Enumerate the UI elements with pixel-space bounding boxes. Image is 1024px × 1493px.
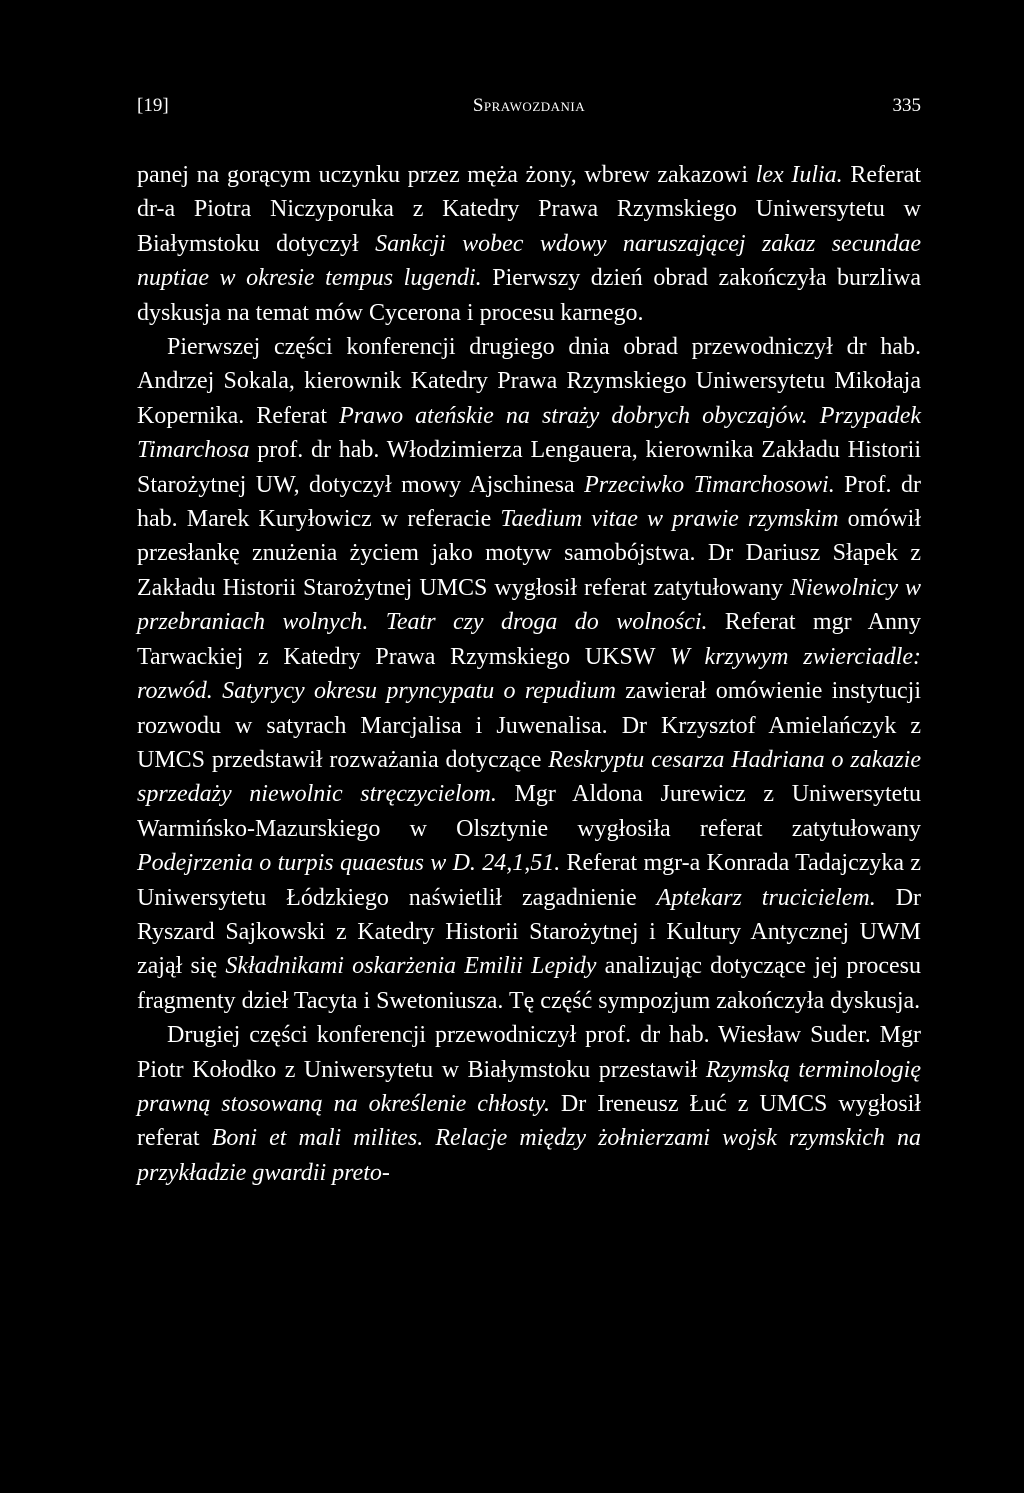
text-segment: Referat mgr Anny Tarwackiej z Katedry Prawa Rzymskiego UKSW: [137, 609, 921, 670]
header-section-number: [19]: [137, 95, 169, 116]
text-segment: Drugiej części konferencji przewodniczył prof. dr hab. Wiesław Suder. Mgr Piotr Kołodko z Uniwersytetu w Białymstoku przestawił: [137, 1022, 921, 1083]
text-segment: zawierał omówienie instytucji rozwodu w satyrach Marcjalisa i Juwenalisa. Dr Krzysztof Amielańczyk z UMCS przedstawił rozważania dotyczące: [137, 678, 921, 773]
text-segment: Mgr Aldona Jurewicz z Uniwersytetu Warmińsko-Mazurskiego w Olsztynie wygłosiła referat zatytułowany: [137, 781, 921, 842]
text-segment: Referat mgr-a Konrada Tadajczyka z Uniwersytetu Łódzkiego naświetlił zagadnienie: [137, 850, 922, 911]
italic-text-segment: Aptekarz trucicielem.: [656, 884, 876, 911]
text-segment: Dr Ireneusz Łuć z UMCS wygłosił referat: [137, 1090, 922, 1152]
italic-text-segment: Reskryptu cesarza Hadriana o zakazie sprzedaży niewolnic stręczycielom.: [137, 746, 921, 808]
italic-text-segment: Boni et mali milites. Relacje między żołnierzami wojsk rzymskich na przykładzie gwardii preto-: [137, 1125, 921, 1186]
italic-text-segment: Składnikami oskarżenia Emilii Lepidy: [225, 953, 597, 980]
italic-text-segment: Niewolnicy w przebraniach wolnych. Teatr czy droga do wolności.: [137, 574, 922, 636]
text-segment: analizując dotyczące jej procesu fragmenty dzieł Tacyta i Swetoniusza. Tę część sympozjum zakończyła dyskusja.: [137, 953, 921, 1014]
italic-text-segment: Taedium vitae w prawie rzymskim: [500, 506, 839, 533]
italic-text-segment: Przeciwko Timarchosowi.: [584, 471, 835, 498]
text-segment: Dr Ryszard Sajkowski z Katedry Historii Starożytnej i Kultury Antycznej UWM zajął się: [137, 884, 922, 980]
italic-text-segment: Prawo ateńskie na straży dobrych obyczajów. Przypadek Timarchosa: [137, 402, 921, 464]
running-header: [137, 92, 921, 120]
italic-text-segment: Sankcji wobec wdowy naruszającej zakaz secundae nuptiae w okresie tempus lugendi.: [137, 230, 921, 292]
italic-text-segment: W krzywym zwierciadle: rozwód. Satyrycy okresu pryncypatu o repudium: [137, 643, 921, 705]
text-segment: Prof. dr hab. Marek Kuryłowicz w referacie: [137, 471, 921, 533]
italic-text-segment: lex Iulia.: [755, 162, 843, 188]
text-segment: Referat dr-a Piotra Niczyporuka z Katedry Prawa Rzymskiego Uniwersytetu w Białymstoku dotyczył: [137, 162, 921, 257]
text-segment: prof. dr hab. Włodzimierza Lengauera, kierownika Zakładu Historii Starożytnej UW, dotyczył mowy Ajschinesa: [137, 437, 921, 498]
paragraph-1: [137, 158, 921, 330]
italic-text-segment: Rzymską terminologię prawną stosowaną na określenie chłosty.: [137, 1056, 921, 1117]
text-segment: Pierwszej części konferencji drugiego dnia obrad przewodniczył dr hab. Andrzej Sokala, kierownik Katedry Prawa Rzymskiego Uniwersytetu Mikołaja Kopernika. Referat: [137, 334, 921, 429]
body-text: [137, 158, 921, 1190]
page-number: 335: [892, 95, 921, 116]
paragraph-3: [137, 1018, 921, 1190]
paragraph-2: [137, 330, 921, 1018]
text-segment: Pierwszy dzień obrad zakończyła burzliwa dyskusja na temat mów Cycerona i procesu karnego.: [137, 265, 922, 326]
italic-text-segment: Podejrzenia o turpis quaestus w D. 24,1,51.: [137, 850, 561, 877]
text-segment: omówił przesłankę znużenia życiem jako motyw samobójstwa. Dr Dariusz Słapek z Zakładu Historii Starożytnej UMCS wygłosił referat zatytułowany: [137, 506, 922, 601]
text-segment: panej na gorącym uczynku przez męża żony, wbrew zakazowi: [137, 162, 756, 188]
header-section-title: Sprawozdania: [472, 95, 586, 116]
